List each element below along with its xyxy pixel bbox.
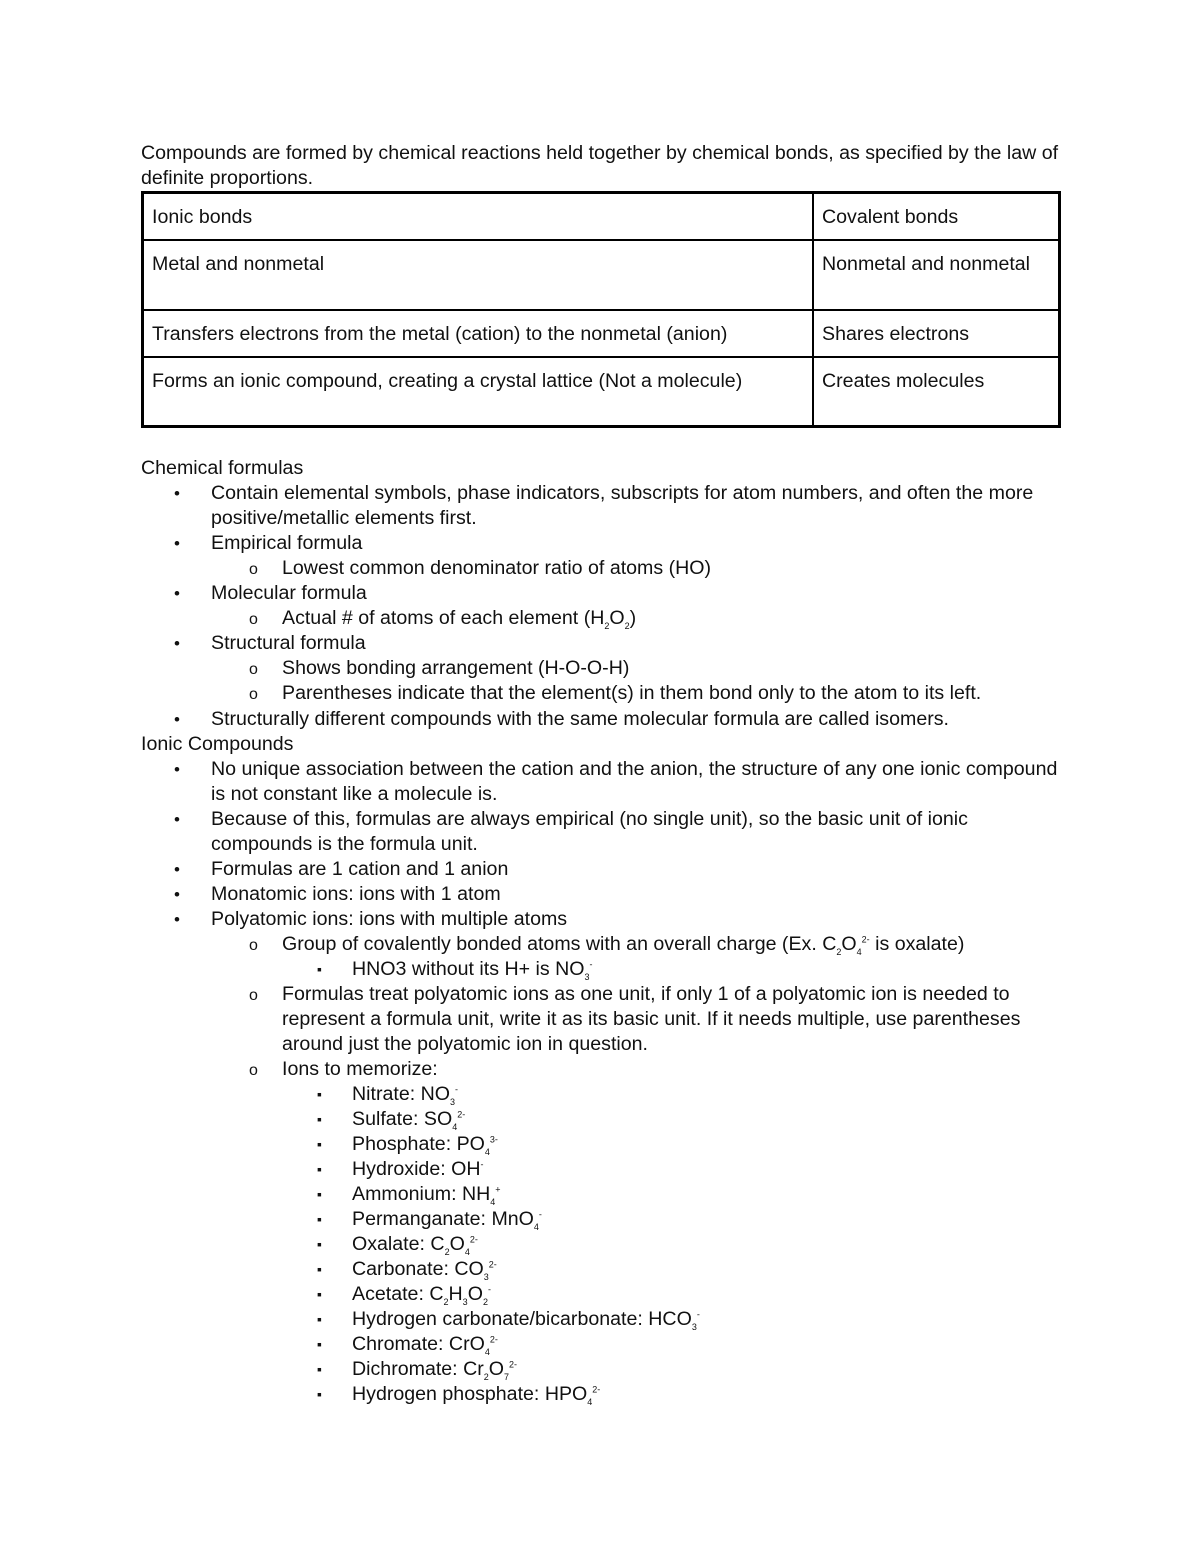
ion-name: Ammonium: <box>352 1183 462 1205</box>
superscript: + <box>495 1184 501 1195</box>
formula-text: CrO <box>448 1333 485 1355</box>
circle-bullet-icon: o <box>249 1062 258 1079</box>
subscript: 2 <box>482 1296 488 1307</box>
text-run: Group of covalently bonded atoms with an overall charge (Ex. C <box>282 933 837 955</box>
list-item <box>141 907 1061 932</box>
ion-name: Nitrate: <box>352 1083 421 1105</box>
subscript: 2 <box>483 1371 489 1382</box>
document-page <box>141 141 1061 1407</box>
ion-name: Carbonate: <box>352 1258 455 1280</box>
formula-text: HCO <box>648 1308 692 1330</box>
square-bullet-icon: ▪ <box>317 1211 322 1227</box>
ion-list-item <box>141 1357 1061 1382</box>
subscript: 3 <box>584 971 590 982</box>
bullet-icon: • <box>174 885 180 904</box>
superscript: 2- <box>592 1384 601 1395</box>
formula-text: O <box>467 1283 483 1305</box>
bullet-icon: • <box>174 760 180 779</box>
list-item-text: Polyatomic ions: ions with multiple atoms <box>211 908 568 930</box>
ion-name: Hydrogen carbonate/bicarbonate: <box>352 1308 649 1330</box>
formula-text: OH <box>451 1158 481 1180</box>
ion-name: Hydrogen phosphate: <box>352 1383 545 1405</box>
intro-paragraph: Compounds are formed by chemical reactions held together by chemical bonds, as specified by the law of definite proportions. <box>141 142 1059 189</box>
subscript: 3 <box>462 1296 468 1307</box>
superscript: 2- <box>457 1109 466 1120</box>
list-item <box>141 631 1061 656</box>
square-bullet-icon: ▪ <box>317 1136 322 1152</box>
list-item <box>141 932 1061 957</box>
list-item-text: Empirical formula <box>211 532 363 554</box>
superscript: 2- <box>469 1234 478 1245</box>
circle-bullet-icon: o <box>249 611 258 628</box>
square-bullet-icon: ▪ <box>317 1236 322 1252</box>
subscript: 4 <box>490 1196 496 1207</box>
formula-text: HPO <box>544 1383 588 1405</box>
list-item-text: Ions to memorize: <box>282 1058 438 1080</box>
ion-list <box>141 1082 1061 1407</box>
text-run: O <box>609 607 625 629</box>
subscript: 4 <box>533 1221 539 1232</box>
formula-text: NO <box>420 1083 450 1105</box>
subscript: 2 <box>836 946 842 957</box>
ion-name: Acetate: <box>352 1283 430 1305</box>
text-run: Actual # of atoms of each element (H <box>282 607 605 629</box>
ion-list-item <box>141 1382 1061 1407</box>
list-item <box>141 882 1061 907</box>
list-item <box>141 556 1061 581</box>
circle-bullet-icon: o <box>249 561 258 578</box>
circle-bullet-icon: o <box>249 937 258 954</box>
ion-name: Chromate: <box>352 1333 449 1355</box>
circle-bullet-icon: o <box>249 987 258 1004</box>
list-item-text: Formulas are 1 cation and 1 anion <box>211 858 509 880</box>
list-item <box>141 757 1061 807</box>
subscript: 4 <box>587 1396 593 1407</box>
list-item <box>141 481 1061 531</box>
circle-bullet-icon: o <box>249 661 258 678</box>
formula-text: MnO <box>491 1208 534 1230</box>
list-item <box>141 857 1061 882</box>
formula-text: PO <box>456 1133 485 1155</box>
list-item-text: Structural formula <box>211 632 366 654</box>
formula-text: O <box>488 1358 505 1380</box>
table-cell: Forms an ionic compound, creating a crystal lattice (Not a molecule) <box>143 357 814 427</box>
superscript: - <box>487 1284 491 1295</box>
ion-name: Hydroxide: <box>352 1158 452 1180</box>
square-bullet-icon: ▪ <box>317 961 322 977</box>
square-bullet-icon: ▪ <box>317 1261 322 1277</box>
bullet-icon: • <box>174 860 180 879</box>
subscript: 4 <box>452 1121 458 1132</box>
ion-list-item <box>141 1332 1061 1357</box>
list-item-text <box>282 933 964 955</box>
section-heading-ionic-compounds: Ionic Compounds <box>141 733 294 755</box>
superscript: - <box>538 1209 542 1220</box>
square-bullet-icon: ▪ <box>317 1311 322 1327</box>
ion-list-item <box>141 1157 1061 1182</box>
table-cell: Metal and nonmetal <box>143 240 814 310</box>
bullet-icon: • <box>174 810 180 829</box>
list-item-text: Monatomic ions: ions with 1 atom <box>211 883 501 905</box>
superscript: 3- <box>489 1134 498 1145</box>
table-row <box>143 357 1060 427</box>
square-bullet-icon: ▪ <box>317 1386 322 1402</box>
square-bullet-icon: ▪ <box>317 1111 322 1127</box>
ion-list-item <box>141 1232 1061 1257</box>
square-bullet-icon: ▪ <box>317 1336 322 1352</box>
list-item <box>141 1057 1061 1082</box>
ion-list-item <box>141 1257 1061 1282</box>
superscript: - <box>455 1084 459 1095</box>
list-item <box>141 531 1061 556</box>
list-item <box>141 581 1061 606</box>
formula-text: H <box>448 1283 463 1305</box>
formula-text: O <box>449 1233 465 1255</box>
list-item-text: Formulas treat polyatomic ions as one unit, if only 1 of a polyatomic ion is needed to represent a formula unit, write it as its basic unit. If it needs multiple, use parentheses around just the polyatomic ion in question. <box>282 983 1021 1055</box>
formula-text: C <box>429 1283 444 1305</box>
subscript: 2 <box>624 620 630 631</box>
list-item <box>141 606 1061 631</box>
bullet-icon: • <box>174 910 180 929</box>
square-bullet-icon: ▪ <box>317 1186 322 1202</box>
text-run: HNO3 without its H+ is NO <box>352 958 585 980</box>
ion-name: Phosphate: <box>352 1133 457 1155</box>
ion-list-item <box>141 1282 1061 1307</box>
list-item-text: Shows bonding arrangement (H-O-O-H) <box>282 657 630 679</box>
list-item <box>141 982 1062 1057</box>
table-cell: Transfers electrons from the metal (cation) to the nonmetal (anion) <box>143 310 814 357</box>
table-cell: Ionic bonds <box>143 193 814 240</box>
list-item-text: Molecular formula <box>211 582 367 604</box>
table-cell: Creates molecules <box>813 357 1060 427</box>
subscript: 2 <box>444 1246 450 1257</box>
formula-text: Cr <box>463 1358 484 1380</box>
list-item <box>141 656 1061 681</box>
subscript: 4 <box>856 946 862 957</box>
ion-list-item <box>141 1207 1061 1232</box>
table-row <box>143 193 1060 240</box>
table-row <box>143 310 1060 357</box>
ion-name: Oxalate: <box>352 1233 431 1255</box>
list-item-text: Structurally different compounds with the same molecular formula are called isomers. <box>211 708 949 730</box>
bullet-icon: • <box>174 584 180 603</box>
list-item-text <box>352 958 592 980</box>
subscript: 3 <box>483 1271 489 1282</box>
list-item-text: No unique association between the cation and the anion, the structure of any one ionic compound is not constant like a molecule is. <box>211 758 1058 805</box>
text-run: O <box>841 933 857 955</box>
ion-name: Permanganate: <box>352 1208 492 1230</box>
table-cell: Covalent bonds <box>813 193 1060 240</box>
subscript: 2 <box>443 1296 449 1307</box>
formula-text: C <box>430 1233 445 1255</box>
table-cell: Nonmetal and nonmetal <box>813 240 1060 310</box>
section-heading-chemical-formulas: Chemical formulas <box>141 457 304 479</box>
bullet-icon: • <box>174 484 180 503</box>
list-item <box>141 807 1061 857</box>
list-item <box>141 957 1061 982</box>
bullet-icon: • <box>174 634 180 653</box>
ion-list-item <box>141 1132 1061 1157</box>
square-bullet-icon: ▪ <box>317 1161 322 1177</box>
formula-text: CO <box>454 1258 484 1280</box>
list-item-text: Contain elemental symbols, phase indicators, subscripts for atom numbers, and often the more positive/metallic elements first. <box>211 482 1034 529</box>
list-item-text: Parentheses indicate that the element(s) in them bond only to the atom to its left. <box>282 682 982 704</box>
subscript: 4 <box>484 1346 490 1357</box>
ion-list-item <box>141 1307 1061 1332</box>
circle-bullet-icon: o <box>249 686 258 703</box>
subscript: 3 <box>450 1096 456 1107</box>
superscript: - <box>696 1309 700 1320</box>
superscript: 2- <box>509 1359 518 1370</box>
superscript: 2- <box>489 1334 498 1345</box>
ion-name: Sulfate: <box>352 1108 424 1130</box>
subscript: 3 <box>691 1321 697 1332</box>
superscript: - <box>589 959 593 970</box>
bullet-icon: • <box>174 710 180 729</box>
table-cell: Shares electrons <box>813 310 1060 357</box>
ion-list-item <box>141 1107 1061 1132</box>
ion-list-item <box>141 1182 1061 1207</box>
square-bullet-icon: ▪ <box>317 1086 322 1102</box>
square-bullet-icon: ▪ <box>317 1361 322 1377</box>
table-row <box>143 240 1060 310</box>
list-item <box>141 681 1061 706</box>
subscript: 4 <box>464 1246 470 1257</box>
ion-name: Dichromate: <box>352 1358 464 1380</box>
list-item-text <box>282 607 636 629</box>
superscript: 2- <box>861 934 870 945</box>
formula-text: NH <box>461 1183 491 1205</box>
subscript: 4 <box>484 1146 490 1157</box>
text-run: ) <box>629 607 637 629</box>
bond-comparison-table <box>141 191 1061 428</box>
subscript: 2 <box>604 620 610 631</box>
square-bullet-icon: ▪ <box>317 1286 322 1302</box>
bullet-icon: • <box>174 534 180 553</box>
list-item <box>141 707 1061 732</box>
list-item-text: Because of this, formulas are always empirical (no single unit), so the basic unit of ionic compounds is the formula unit. <box>211 808 968 855</box>
superscript: - <box>480 1159 484 1170</box>
ion-list-item <box>141 1082 1061 1107</box>
list-item-text: Lowest common denominator ratio of atoms (HO) <box>282 557 712 579</box>
text-run: is oxalate) <box>869 933 965 955</box>
subscript: 7 <box>504 1371 510 1382</box>
formula-text: SO <box>423 1108 453 1130</box>
superscript: 2- <box>488 1259 497 1270</box>
